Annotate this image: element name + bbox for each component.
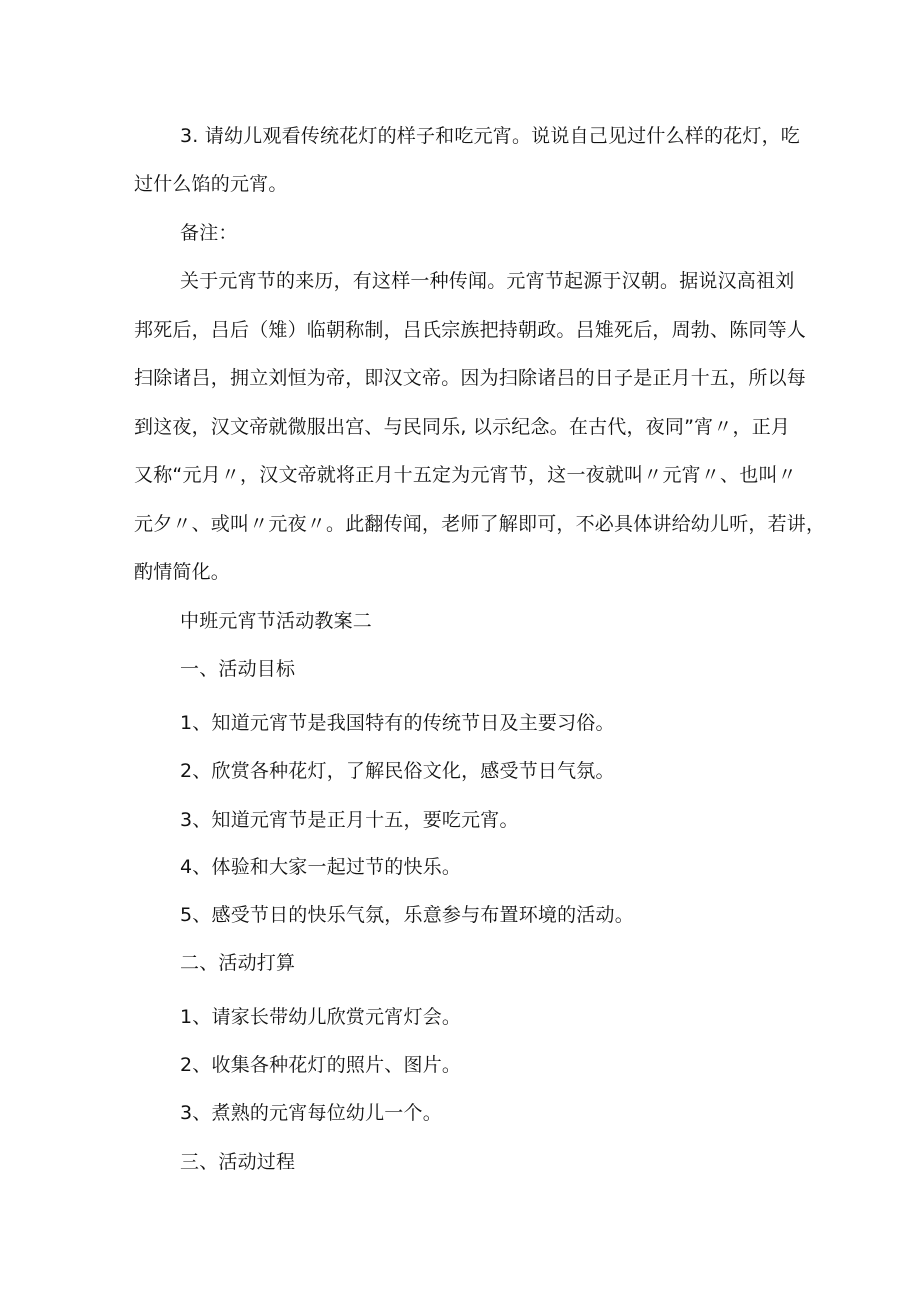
goals-heading: 一、活动目标	[180, 658, 296, 680]
prep-item: 2、收集各种花灯的照片、图片。	[180, 1054, 462, 1076]
legend-line: 扫除诸吕，拥立刘恒为帝，即汉文帝。因为扫除诸吕的日子是正月十五，所以每	[134, 367, 807, 389]
goal-item: 3、知道元宵节是正月十五，要吃元宵。	[180, 809, 519, 831]
prep-heading: 二、活动打算	[180, 952, 296, 974]
prep-item: 3、煮熟的元宵每位幼儿一个。	[180, 1102, 442, 1124]
goal-item: 4、体验和大家一起过节的快乐。	[180, 856, 462, 878]
process-heading: 三、活动过程	[180, 1151, 296, 1173]
goal-item: 1、知道元宵节是我国特有的传统节日及主要习俗。	[180, 712, 615, 734]
legend-line: 邦死后，吕后（雉）临朝称制，吕氏宗族把持朝政。吕雉死后，周勃、陈同等人	[134, 319, 807, 341]
goal-item: 2、欣赏各种花灯，了解民俗文化，感受节日气氛。	[180, 760, 615, 782]
legend-line: 到这夜，汉文帝就微服出宫、与民同乐, 以示纪念。在古代，夜同”宵〃，正月	[134, 416, 791, 438]
section-title: 中班元宵节活动教案二	[180, 610, 373, 632]
paragraph-line: 过什么馅的元宵。	[134, 173, 288, 195]
prep-item: 1、请家长带幼儿欣赏元宵灯会。	[180, 1006, 462, 1028]
legend-line: 又称“元月〃，汉文帝就将正月十五定为元宵节，这一夜就叫〃元宵〃、也叫〃	[134, 464, 797, 486]
legend-line: 关于元宵节的来历，有这样一种传闻。元宵节起源于汉朝。据说汉高祖刘	[180, 270, 795, 292]
goal-item: 5、感受节日的快乐气氛，乐意参与布置环境的活动。	[180, 904, 634, 926]
paragraph-line: 3. 请幼儿观看传统花灯的样子和吃元宵。说说自己见过什么样的花灯，吃	[180, 125, 800, 147]
note-label: 备注：	[180, 222, 238, 244]
legend-line: 元夕〃、或叫〃元夜〃。此翻传闻，老师了解即可，不必具体讲给幼儿听，若讲，	[134, 513, 826, 535]
legend-line: 酌情简化。	[134, 561, 231, 583]
